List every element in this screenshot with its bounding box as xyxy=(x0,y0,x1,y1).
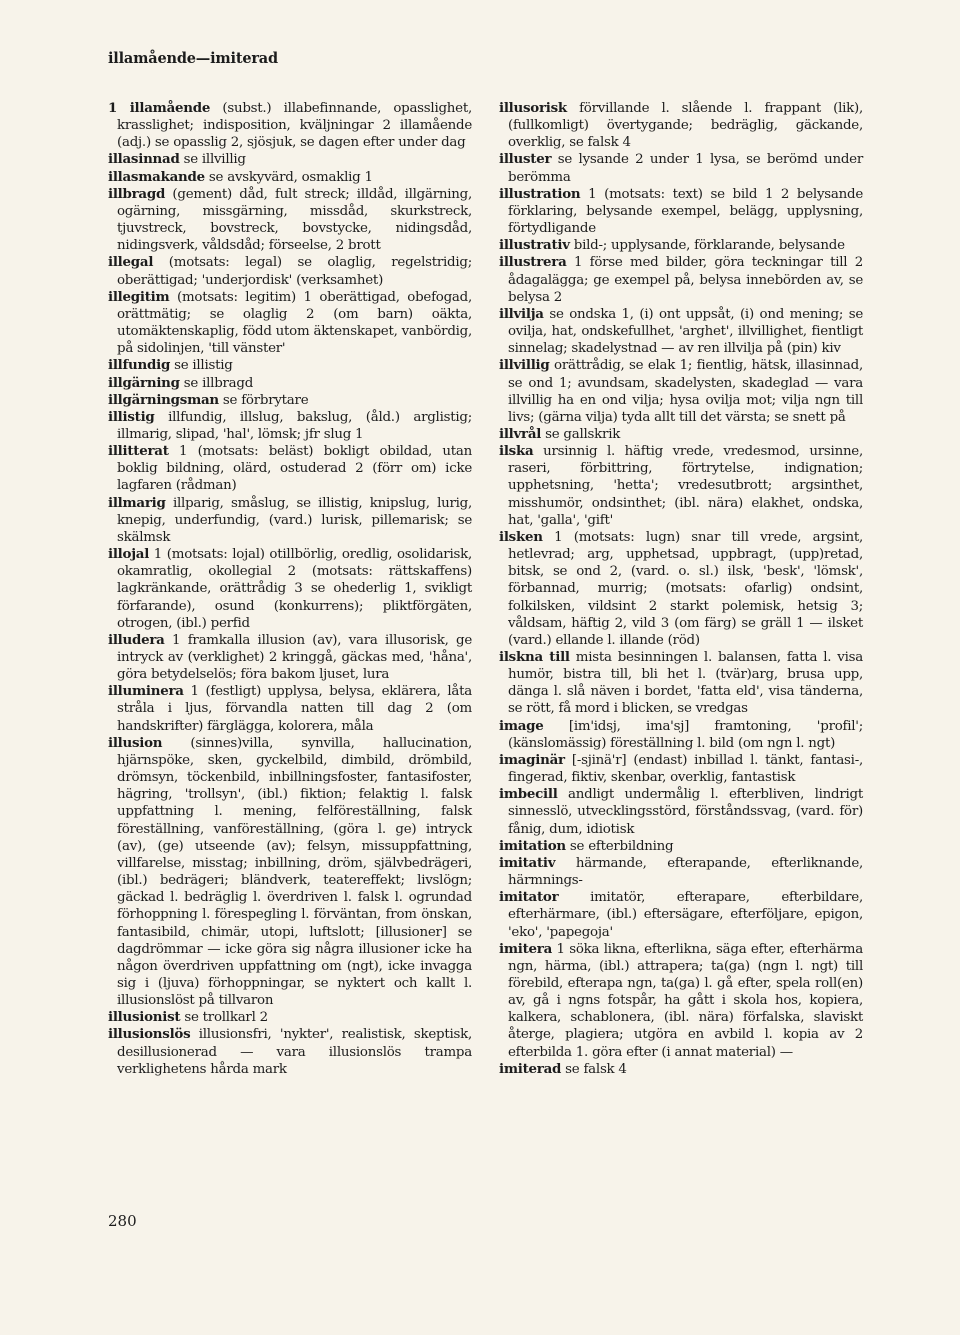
entry-text: imitatör, efterapare, efterbildare, efterhärmare, (ibl.) eftersägare, efterföljare, epigon, 'eko', 'papegoja' xyxy=(508,890,863,940)
right-column xyxy=(499,100,863,1078)
entry-text: ursinnig l. häftig vrede, vredesmod, ursinne, raseri, förbittring, förtrytelse, indignation; upphetsning, 'hetta'; vredesutbrott; argsinthet, misshumör, ondsinthet; (ibl. nära) elakhet, ondska, hat, 'galla', 'gift' xyxy=(508,444,863,528)
entry-text: förvillande l. slående l. frappant (lik), (fullkomligt) övertygande; bedräglig, gäckande, overklig, se falsk 4 xyxy=(508,101,863,151)
entry-text: se illbragd xyxy=(179,375,254,391)
dictionary-entry xyxy=(499,306,863,357)
entry-headword: illegal xyxy=(108,254,154,271)
entry-text: se illistig xyxy=(170,358,233,374)
entry-text: se avskyvärd, osmaklig 1 xyxy=(204,169,373,185)
dictionary-entry xyxy=(499,1061,863,1078)
running-head: illamående—imiterad xyxy=(108,50,278,67)
entry-headword: imaginär xyxy=(499,751,565,768)
entry-text: se ondska 1, (i) ont uppsåt, (i) ond mening; se ovilja, hat, ondskefullhet, 'arghet', illvillighet, fientligt sinnelag; skadelystnad — av ren illvilja på (pin) kiv xyxy=(508,306,863,357)
entry-headword: illbragd xyxy=(108,185,166,202)
dictionary-entry xyxy=(499,237,863,254)
entry-text: mista besinningen l. balansen, fatta l. visa humör, bistra till, bli het l. (tvär)arg, brusa upp, dänga l. slå näven i bordet, 'fatta eld', visa tänderna, se rött, få mord i blicken, se vredgas xyxy=(508,650,864,717)
dictionary-entry xyxy=(499,786,863,837)
dictionary-entry xyxy=(108,546,472,632)
page-number: 280 xyxy=(108,1212,137,1230)
dictionary-entry xyxy=(108,186,472,255)
dictionary-entry xyxy=(499,100,863,151)
entry-headword: illuminera xyxy=(108,683,184,700)
entry-text: se efterbildning xyxy=(565,838,674,854)
entry-headword: illustrera xyxy=(499,254,567,271)
entry-text: se förbrytare xyxy=(218,392,309,408)
dictionary-entry xyxy=(108,375,472,392)
dictionary-entry xyxy=(499,254,863,305)
dictionary-entry xyxy=(108,289,472,358)
entry-headword: illusionslös xyxy=(108,1026,191,1043)
entry-text: se trollkarl 2 xyxy=(180,1010,268,1026)
dictionary-entry xyxy=(499,443,863,529)
entry-headword: illvrål xyxy=(499,425,542,442)
entry-text: 1 söka likna, efterlikna, säga efter, efterhärma ngn, härma, (ibl.) attrapera; ta(ga) (ngn l. ngt) till förebild, efterapa ngn, ta(ga) l. gå efter, spela roll(en) av, gå i ngns fotspår, ha gått i skola hos, kopiera, kalkera, schablonera, (ibl. nära) förfalska, slaviskt återge, plagiera; utgöra en avbild l. kopia av 2 efterbilda 1. göra efter (i annat material) — xyxy=(508,941,863,1060)
entry-headword: ilska xyxy=(499,443,534,460)
entry-headword: illvillig xyxy=(499,357,550,374)
entry-text: 1 (motsats: beläst) bokligt obildad, utan boklig bildning, olärd, ostuderad 2 (förr om) icke lagfaren (rådman) xyxy=(117,444,472,494)
dictionary-entry xyxy=(108,151,472,168)
entry-text: se gallskrik xyxy=(541,426,621,442)
dictionary-entry xyxy=(499,855,863,889)
dictionary-entry xyxy=(499,889,863,940)
entry-text: 1 (motsats: lugn) snar till vrede, argsint, hetlevrad; arg, upphetsad, uppbragt, (upp)retad, bitsk, se ond 2, (vard. o. sl.) ilsk, 'besk', 'lömsk', förbannad, murrig; (motsats: ofarlig) ondsint, folkilsken, vildsint 2 starkt polemisk, hetsig 3; våldsam, häftig 2, vild 3 (om färg) se gräll 1 — ilsket (vard.) ellande l. illande (röd) xyxy=(508,529,863,648)
entry-text: orättrådig, se elak 1; fientlig, hätsk, illasinnad, se ond 1; avundsam, skadelysten, skadeglad — vara illvillig ha en ond vilja; hysa ovilja mot; vilja ngn till livs; (gärna vilja) tyda allt till det värsta; se snett på xyxy=(508,358,863,425)
entry-headword: ilsken xyxy=(499,528,543,545)
entry-text: illusionsfri, 'nykter', realistisk, skeptisk, desillusionerad — vara illusionslös trampa verklighetens hårda mark xyxy=(117,1027,472,1077)
entry-text: 1 framkalla illusion (av), vara illusorisk, ge intryck av (verklighet) 2 kringgå, gäckas med, 'håna', göra betydelselös; föra bakom ljuset, lura xyxy=(117,632,472,683)
entry-headword: illusion xyxy=(108,734,163,751)
entry-text: (motsats: legal) se olaglig, regelstridig; oberättigad; 'underjordisk' (verksamhet) xyxy=(117,255,472,288)
entry-headword: illasinnad xyxy=(108,151,180,168)
entry-headword: illuster xyxy=(499,151,552,168)
entry-text: (gement) dåd, fult streck; illdåd, illgärning, ogärning, missgärning, missdåd, skurkstreck, tjuvstreck, bovstreck, bovstycke, nidingsdåd, nidingsverk, våldsdåd; förseelse, 2 brott xyxy=(117,186,472,254)
entry-text: illfundig, illslug, bakslug, (åld.) arglistig; illmarig, slipad, 'hal', lömsk; jfr slug 1 xyxy=(117,409,472,442)
dictionary-entry xyxy=(499,529,863,649)
entry-headword: 1 illamående xyxy=(108,100,211,116)
dictionary-entry xyxy=(499,752,863,786)
dictionary-entry xyxy=(499,941,863,1061)
entry-headword: ilskna till xyxy=(499,649,570,665)
dictionary-entry xyxy=(108,409,472,443)
entry-headword: illusorisk xyxy=(499,100,567,116)
entry-text: [-sjinä'r] (endast) inbillad l. tänkt, fantasi-, fingerad, fiktiv, skenbar, overklig, fantastisk xyxy=(508,752,863,786)
entry-headword: illegitim xyxy=(108,288,170,305)
left-column xyxy=(108,100,472,1078)
dictionary-entry xyxy=(108,254,472,288)
entry-headword: illustration xyxy=(499,185,581,202)
entry-headword: illmarig xyxy=(108,494,166,511)
dictionary-entry xyxy=(108,392,472,409)
entry-text: [im'idsj, ima'sj] framtoning, 'profil'; (känslomässig) föreställning l. bild (om ngn l. ngt) xyxy=(508,718,863,751)
dictionary-entry xyxy=(499,718,863,752)
entry-headword: illvilja xyxy=(499,305,544,322)
entry-headword: illgärningsman xyxy=(108,391,219,408)
entry-headword: imitativ xyxy=(499,854,556,871)
dictionary-entry xyxy=(108,495,472,546)
entry-headword: imbecill xyxy=(499,786,558,803)
entry-text: härmande, efterapande, efterliknande, härmnings- xyxy=(508,855,863,889)
dictionary-entry xyxy=(499,649,863,718)
dictionary-entry xyxy=(108,735,472,1010)
entry-headword: imiterad xyxy=(499,1060,562,1077)
dictionary-entry xyxy=(108,169,472,186)
entry-headword: illistig xyxy=(108,408,155,425)
entry-text: se falsk 4 xyxy=(561,1061,627,1077)
entry-headword: illudera xyxy=(108,631,165,648)
dictionary-entry xyxy=(108,357,472,374)
entry-text: 1 (motsats: text) se bild 1 2 belysande förklaring, belysande exempel, belägg, upplysning, förtydligande xyxy=(508,186,863,237)
entry-text: (sinnes)villa, synvilla, hallucination, hjärnspöke, sken, gyckelbild, dimbild, drömbild, drömsyn, töckenbild, inbillningsfoster, fantasifoster, hägring, 'trollsyn', (ibl.) fiktion; felaktig l. falsk uppfattning l. mening, felföreställning, falsk föreställning, vanföreställning, (göra l. ge) intryck (av), (ge) utseende (av); felsyn, missuppfattning, villfarelse, misstag; inbillning, dröm, självbedrägeri, (ibl.) bedrägeri; bländverk, teatereffekt; livslögn; gäckad l. bedräglig l. överdriven l. falsk l. ogrundad förhoppning l. förespegling l. förväntan, from önskan, fantasibild, chimär, utopi, luftslott; [illusioner] se dagdrömmar — icke göra sig några illusioner icke ha någon överdriven uppfattning om (ngt), icke invagga sig i (ljuva) förhoppningar, se nyktert och kallt l. illusionslöst på tillvaron xyxy=(117,735,472,1009)
entry-text: se lysande 2 under 1 lysa, se berömd under berömma xyxy=(508,152,863,185)
dictionary-entry xyxy=(499,357,863,426)
entry-text: 1 (motsats: lojal) otillbörlig, oredlig, osolidarisk, okamratlig, okollegial 2 (motsats: rättskaffens) lagkränkande, orättrådig 3 se ohederlig 1, svikligt förfarande), osund (konkurrens); pliktförgäten, otrogen, (ibl.) perfid xyxy=(117,547,472,631)
entry-headword: illitterat xyxy=(108,443,169,460)
entry-text: se illvillig xyxy=(179,152,246,168)
entry-headword: illustrativ xyxy=(499,237,570,254)
entry-headword: illusionist xyxy=(108,1009,181,1026)
entry-text: illparig, småslug, se illistig, knipslug, lurig, knepig, underfundig, (vard.) lurisk, pillemarisk; se skälmsk xyxy=(117,495,472,545)
dictionary-entry xyxy=(499,838,863,855)
entry-headword: imitator xyxy=(499,889,559,906)
entry-headword: illojal xyxy=(108,546,150,563)
dictionary-entry xyxy=(499,151,863,185)
dictionary-entry xyxy=(108,683,472,734)
dictionary-entry xyxy=(108,443,472,494)
entry-headword: illfundig xyxy=(108,357,171,374)
entry-text: andligt undermålig l. efterbliven, lindrigt sinnesslö, utvecklingsstörd, förståndssvag, (vard. för) fånig, dum, idiotisk xyxy=(508,787,863,837)
entry-headword: image xyxy=(499,717,544,734)
dictionary-entry xyxy=(499,186,863,237)
dictionary-entry xyxy=(499,426,863,443)
dictionary-entry xyxy=(108,632,472,683)
entry-text: 1 förse med bilder, göra teckningar till 2 ådagalägga; ge exempel på, belysa innebörden av, se belysa 2 xyxy=(508,255,863,305)
dictionary-entry xyxy=(108,100,472,151)
entry-headword: imitera xyxy=(499,940,553,957)
entry-headword: illgärning xyxy=(108,374,180,391)
entry-headword: imitation xyxy=(499,837,566,854)
entry-text: 1 (festligt) upplysa, belysa, eklärera, låta stråla i ljus, förvandla natten till dag 2 (om handskrifter) färglägga, kolorera, måla xyxy=(117,684,472,734)
entry-text: (subst.) illabefinnande, opasslighet, krasslighet; indisposition, kväljningar 2 illamående (adj.) se opasslig 2, sjösjuk, se dagen efter under dag xyxy=(117,101,472,151)
dictionary-entry xyxy=(108,1026,472,1077)
dictionary-entry xyxy=(108,1009,472,1026)
entry-text: (motsats: legitim) 1 oberättigad, obefogad, orättmätig; se olaglig 2 (om barn) oäkta, utomäktenskaplig, född utom äktenskapet, vanbördig, på sidolinjen, 'till vänster' xyxy=(117,289,472,357)
entry-text: bild-; upplysande, förklarande, belysande xyxy=(569,238,845,254)
entry-headword: illasmakande xyxy=(108,168,205,185)
